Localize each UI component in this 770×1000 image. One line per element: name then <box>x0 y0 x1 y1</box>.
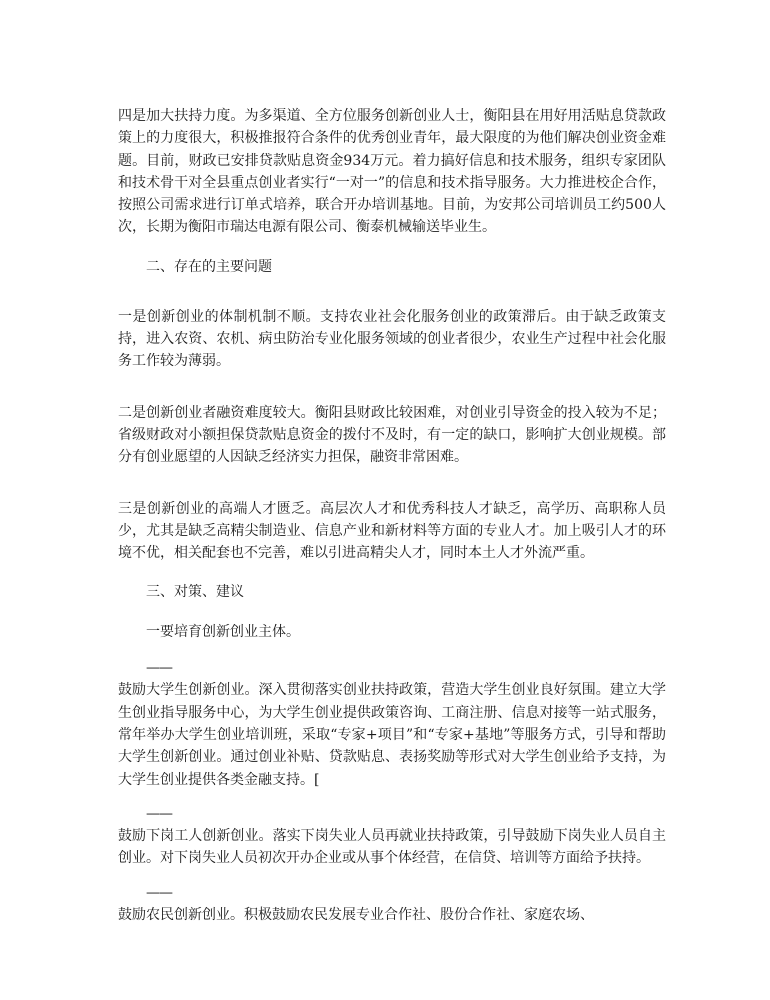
paragraph-laid-off-workers: 鼓励下岗工人创新创业。落实下岗失业人员再就业扶持政策，引导鼓励下岗失业人员自主创业。对下岗失业人员初次开办企业或从事个体经营，在信贷、培训等方面给予扶持。 <box>118 827 666 867</box>
paragraph-problem-mechanism: 一是创新创业的体制机制不顺。支持农业社会化服务创业的政策滞后。由于缺乏政策支持，进入农资、农机、病虫防治专业化服务领域的创业者很少，农业生产过程中社会化服务工作较为薄弱。 <box>118 308 666 370</box>
subheading-cultivate-entities: 一要培育创新创业主体。 <box>146 624 300 641</box>
paragraph-support: 四是加大扶持力度。为多渠道、全方位服务创新创业人士，衡阳县在用好用活贴息贷款政策上的力度很大，积极推报符合条件的优秀创业青年，最大限度的为他们解决创业资金难题。目前，财政已安排贷款贴息资金934万元。着力搞好信息和技术服务，组织专家团队和技术骨干对全县重点创业者实行“一对一”的信息和技术指导服务。大力推进校企合作，按照公司需求进行订单式培养，联合开办培训基地。目前，为安邦公司培训员工约500人次，长期为衡阳市瑞达电源有限公司、衡泰机械输送毕业生。 <box>118 108 666 236</box>
em-dash-separator: —— <box>146 805 172 822</box>
paragraph-farmers: 鼓励农民创新创业。积极鼓励农民发展专业合作社、股份合作社、家庭农场、 <box>118 906 594 923</box>
em-dash-separator: —— <box>146 884 172 901</box>
paragraph-problem-talent: 三是创新创业的高端人才匮乏。高层次人才和优秀科技人才缺乏，高学历、高职称人员少，尤其是缺乏高精尖制造业、信息产业和新材料等方面的专业人才。加上吸引人才的环境不优，相关配套也不完善，难以引进高精尖人才，同时本土人才外流严重。 <box>118 500 666 562</box>
section-heading-countermeasures: 三、对策、建议 <box>146 584 244 601</box>
paragraph-students: 鼓励大学生创新创业。深入贯彻落实创业扶持政策，营造大学生创业良好氛围。建立大学生创业指导服务中心，为大学生创业提供政策咨询、工商注册、信息对接等一站式服务，常年举办大学生创业培训班，采取“专家+项目”和“专家+基地”等服务方式，引导和帮助大学生创新创业。通过创业补贴、贷款贴息、表扬奖励等形式对大学生创业给予支持，为大学生创业提供各类金融支持。[ <box>118 682 666 788</box>
em-dash-separator: —— <box>146 660 172 677</box>
paragraph-problem-financing: 二是创新创业者融资难度较大。衡阳县财政比较困难，对创业引导资金的投入较为不足；省级财政对小额担保贷款贴息资金的拨付不及时，有一定的缺口，影响扩大创业规模。部分有创业愿望的人因缺乏经济实力担保，融资非常困难。 <box>118 404 666 466</box>
section-heading-problems: 二、存在的主要问题 <box>146 258 272 275</box>
document-page <box>118 105 666 926</box>
